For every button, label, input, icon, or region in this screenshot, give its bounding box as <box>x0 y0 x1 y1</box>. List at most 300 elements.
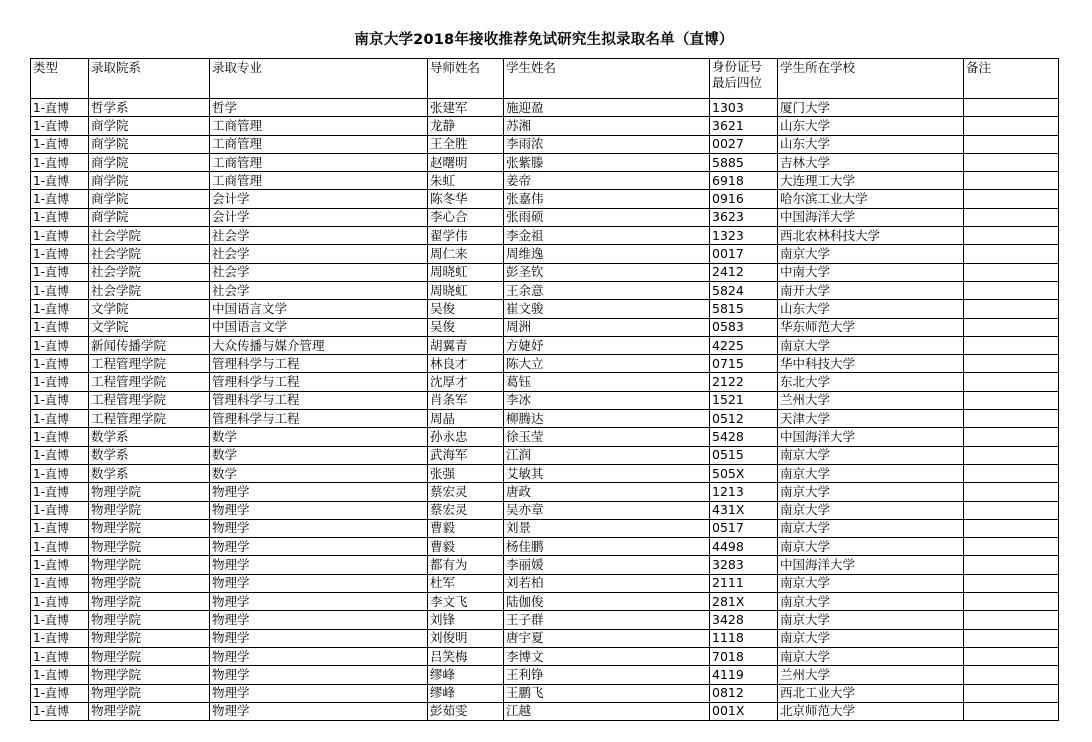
cell-type: 1-直博 <box>31 684 89 702</box>
cell-type: 1-直博 <box>31 611 89 629</box>
cell-id-last4: 2122 <box>710 373 778 391</box>
cell-advisor: 缪峰 <box>428 684 504 702</box>
cell-remark <box>964 666 1059 684</box>
cell-department: 商学院 <box>89 172 210 190</box>
cell-id-last4: 4498 <box>710 538 778 556</box>
cell-school: 南京大学 <box>778 501 964 519</box>
cell-student: 李冰 <box>504 391 710 409</box>
cell-school: 中国海洋大学 <box>778 556 964 574</box>
table-row <box>31 355 1059 373</box>
table-row <box>31 263 1059 281</box>
header-department: 录取院系 <box>89 59 210 99</box>
cell-school: 华东师范大学 <box>778 318 964 336</box>
table-row <box>31 629 1059 647</box>
cell-advisor: 张建军 <box>428 99 504 117</box>
cell-major: 工商管理 <box>210 117 428 135</box>
cell-remark <box>964 208 1059 226</box>
table-row <box>31 593 1059 611</box>
cell-type: 1-直博 <box>31 647 89 665</box>
cell-department: 社会学院 <box>89 227 210 245</box>
cell-department: 物理学院 <box>89 702 210 720</box>
cell-advisor: 周仁来 <box>428 245 504 263</box>
cell-id-last4: 3623 <box>710 208 778 226</box>
cell-remark <box>964 227 1059 245</box>
cell-student: 陆伽俊 <box>504 593 710 611</box>
cell-remark <box>964 281 1059 299</box>
cell-id-last4: 7018 <box>710 647 778 665</box>
cell-advisor: 武海军 <box>428 446 504 464</box>
cell-student: 张嘉伟 <box>504 190 710 208</box>
cell-remark <box>964 391 1059 409</box>
cell-id-last4: 2111 <box>710 574 778 592</box>
cell-remark <box>964 574 1059 592</box>
cell-department: 物理学院 <box>89 593 210 611</box>
cell-type: 1-直博 <box>31 99 89 117</box>
cell-school: 南京大学 <box>778 538 964 556</box>
cell-school: 南京大学 <box>778 593 964 611</box>
cell-remark <box>964 464 1059 482</box>
cell-student: 柳腾达 <box>504 410 710 428</box>
cell-department: 物理学院 <box>89 684 210 702</box>
cell-student: 李雨浓 <box>504 135 710 153</box>
cell-major: 物理学 <box>210 556 428 574</box>
cell-remark <box>964 501 1059 519</box>
table-row <box>31 336 1059 354</box>
cell-student: 周维逸 <box>504 245 710 263</box>
table-row <box>31 135 1059 153</box>
cell-advisor: 彭茹雯 <box>428 702 504 720</box>
cell-major: 工商管理 <box>210 135 428 153</box>
cell-type: 1-直博 <box>31 172 89 190</box>
cell-id-last4: 1521 <box>710 391 778 409</box>
cell-student: 江润 <box>504 446 710 464</box>
cell-remark <box>964 135 1059 153</box>
cell-school: 厦门大学 <box>778 99 964 117</box>
cell-major: 物理学 <box>210 702 428 720</box>
cell-department: 物理学院 <box>89 501 210 519</box>
table-row <box>31 519 1059 537</box>
cell-school: 华中科技大学 <box>778 355 964 373</box>
cell-type: 1-直博 <box>31 281 89 299</box>
cell-advisor: 李心合 <box>428 208 504 226</box>
cell-school: 西北工业大学 <box>778 684 964 702</box>
cell-remark <box>964 99 1059 117</box>
cell-department: 商学院 <box>89 208 210 226</box>
cell-type: 1-直博 <box>31 464 89 482</box>
cell-advisor: 翟学伟 <box>428 227 504 245</box>
cell-type: 1-直博 <box>31 318 89 336</box>
cell-remark <box>964 318 1059 336</box>
table-row <box>31 117 1059 135</box>
cell-type: 1-直博 <box>31 666 89 684</box>
cell-major: 物理学 <box>210 501 428 519</box>
cell-advisor: 王全胜 <box>428 135 504 153</box>
cell-id-last4: 0916 <box>710 190 778 208</box>
cell-advisor: 周晓虹 <box>428 281 504 299</box>
cell-id-last4: 431X <box>710 501 778 519</box>
cell-major: 物理学 <box>210 666 428 684</box>
cell-advisor: 吕笑梅 <box>428 647 504 665</box>
cell-remark <box>964 611 1059 629</box>
cell-remark <box>964 556 1059 574</box>
cell-department: 物理学院 <box>89 611 210 629</box>
cell-school: 南京大学 <box>778 483 964 501</box>
table-row <box>31 208 1059 226</box>
cell-type: 1-直博 <box>31 446 89 464</box>
header-type: 类型 <box>31 59 89 99</box>
table-row <box>31 190 1059 208</box>
cell-major: 哲学 <box>210 99 428 117</box>
cell-type: 1-直博 <box>31 300 89 318</box>
cell-id-last4: 1213 <box>710 483 778 501</box>
table-row <box>31 245 1059 263</box>
cell-student: 彭圣钦 <box>504 263 710 281</box>
cell-student: 王鹏飞 <box>504 684 710 702</box>
cell-school: 山东大学 <box>778 135 964 153</box>
cell-major: 数学 <box>210 464 428 482</box>
cell-student: 吴亦章 <box>504 501 710 519</box>
cell-advisor: 周晓虹 <box>428 263 504 281</box>
header-remark: 备注 <box>964 59 1059 99</box>
cell-remark <box>964 702 1059 720</box>
cell-advisor: 沈厚才 <box>428 373 504 391</box>
cell-remark <box>964 172 1059 190</box>
cell-advisor: 蔡宏灵 <box>428 501 504 519</box>
cell-department: 物理学院 <box>89 647 210 665</box>
cell-advisor: 都有为 <box>428 556 504 574</box>
cell-major: 社会学 <box>210 245 428 263</box>
cell-school: 南京大学 <box>778 446 964 464</box>
cell-id-last4: 4119 <box>710 666 778 684</box>
header-major: 录取专业 <box>210 59 428 99</box>
cell-type: 1-直博 <box>31 391 89 409</box>
cell-type: 1-直博 <box>31 190 89 208</box>
cell-id-last4: 0512 <box>710 410 778 428</box>
cell-id-last4: 2412 <box>710 263 778 281</box>
cell-school: 东北大学 <box>778 373 964 391</box>
header-advisor: 导师姓名 <box>428 59 504 99</box>
cell-advisor: 刘锋 <box>428 611 504 629</box>
table-row <box>31 556 1059 574</box>
cell-department: 物理学院 <box>89 538 210 556</box>
cell-school: 南京大学 <box>778 629 964 647</box>
cell-remark <box>964 373 1059 391</box>
cell-major: 物理学 <box>210 647 428 665</box>
cell-department: 新闻传播学院 <box>89 336 210 354</box>
cell-student: 姜帝 <box>504 172 710 190</box>
cell-remark <box>964 483 1059 501</box>
cell-remark <box>964 428 1059 446</box>
cell-department: 数学系 <box>89 446 210 464</box>
cell-remark <box>964 190 1059 208</box>
cell-school: 南京大学 <box>778 245 964 263</box>
cell-student: 刘若柏 <box>504 574 710 592</box>
cell-school: 南京大学 <box>778 574 964 592</box>
cell-advisor: 曹毅 <box>428 519 504 537</box>
cell-id-last4: 6918 <box>710 172 778 190</box>
cell-school: 兰州大学 <box>778 666 964 684</box>
cell-school: 西北农林科技大学 <box>778 227 964 245</box>
cell-type: 1-直博 <box>31 538 89 556</box>
cell-department: 社会学院 <box>89 245 210 263</box>
cell-student: 周洲 <box>504 318 710 336</box>
table-row <box>31 153 1059 171</box>
cell-advisor: 张强 <box>428 464 504 482</box>
cell-major: 管理科学与工程 <box>210 355 428 373</box>
cell-department: 物理学院 <box>89 574 210 592</box>
cell-department: 哲学系 <box>89 99 210 117</box>
cell-remark <box>964 593 1059 611</box>
cell-remark <box>964 263 1059 281</box>
cell-school: 北京师范大学 <box>778 702 964 720</box>
cell-student: 杨佳鹏 <box>504 538 710 556</box>
cell-id-last4: 0812 <box>710 684 778 702</box>
cell-student: 施迎盈 <box>504 99 710 117</box>
cell-advisor: 朱虹 <box>428 172 504 190</box>
cell-department: 数学系 <box>89 428 210 446</box>
cell-type: 1-直博 <box>31 117 89 135</box>
cell-advisor: 肖条军 <box>428 391 504 409</box>
cell-major: 管理科学与工程 <box>210 410 428 428</box>
cell-department: 商学院 <box>89 135 210 153</box>
cell-department: 工程管理学院 <box>89 373 210 391</box>
cell-major: 物理学 <box>210 611 428 629</box>
cell-remark <box>964 355 1059 373</box>
cell-id-last4: 0517 <box>710 519 778 537</box>
cell-advisor: 赵曙明 <box>428 153 504 171</box>
cell-id-last4: 0515 <box>710 446 778 464</box>
cell-id-last4: 5824 <box>710 281 778 299</box>
admission-table <box>30 58 1059 721</box>
cell-advisor: 胡翼青 <box>428 336 504 354</box>
cell-student: 崔文骏 <box>504 300 710 318</box>
cell-id-last4: 0027 <box>710 135 778 153</box>
cell-student: 江越 <box>504 702 710 720</box>
cell-major: 工商管理 <box>210 153 428 171</box>
cell-advisor: 刘俊明 <box>428 629 504 647</box>
cell-student: 苏湘 <box>504 117 710 135</box>
cell-id-last4: 3428 <box>710 611 778 629</box>
cell-remark <box>964 629 1059 647</box>
table-row <box>31 99 1059 117</box>
cell-major: 物理学 <box>210 593 428 611</box>
table-row <box>31 281 1059 299</box>
header-student: 学生姓名 <box>504 59 710 99</box>
table-row <box>31 647 1059 665</box>
cell-major: 管理科学与工程 <box>210 391 428 409</box>
cell-school: 哈尔滨工业大学 <box>778 190 964 208</box>
cell-type: 1-直博 <box>31 556 89 574</box>
cell-department: 物理学院 <box>89 483 210 501</box>
cell-id-last4: 505X <box>710 464 778 482</box>
cell-type: 1-直博 <box>31 629 89 647</box>
table-row <box>31 391 1059 409</box>
cell-advisor: 缪峰 <box>428 666 504 684</box>
cell-department: 商学院 <box>89 117 210 135</box>
table-row <box>31 611 1059 629</box>
cell-remark <box>964 300 1059 318</box>
cell-remark <box>964 245 1059 263</box>
cell-type: 1-直博 <box>31 574 89 592</box>
cell-advisor: 龙静 <box>428 117 504 135</box>
cell-school: 中国海洋大学 <box>778 428 964 446</box>
cell-student: 陈大立 <box>504 355 710 373</box>
cell-major: 社会学 <box>210 227 428 245</box>
cell-major: 中国语言文学 <box>210 318 428 336</box>
cell-advisor: 周晶 <box>428 410 504 428</box>
cell-remark <box>964 647 1059 665</box>
cell-student: 张紫滕 <box>504 153 710 171</box>
cell-remark <box>964 446 1059 464</box>
table-body <box>31 99 1059 721</box>
cell-student: 李金祖 <box>504 227 710 245</box>
header-school: 学生所在学校 <box>778 59 964 99</box>
cell-student: 唐宇夏 <box>504 629 710 647</box>
cell-school: 南京大学 <box>778 611 964 629</box>
cell-advisor: 吴俊 <box>428 318 504 336</box>
cell-student: 方婕妤 <box>504 336 710 354</box>
cell-advisor: 林良才 <box>428 355 504 373</box>
cell-department: 社会学院 <box>89 281 210 299</box>
cell-student: 王子群 <box>504 611 710 629</box>
cell-school: 南京大学 <box>778 519 964 537</box>
cell-major: 社会学 <box>210 281 428 299</box>
cell-id-last4: 281X <box>710 593 778 611</box>
cell-remark <box>964 519 1059 537</box>
cell-advisor: 孙永忠 <box>428 428 504 446</box>
cell-department: 工程管理学院 <box>89 391 210 409</box>
cell-id-last4: 0583 <box>710 318 778 336</box>
cell-id-last4: 5885 <box>710 153 778 171</box>
cell-id-last4: 0017 <box>710 245 778 263</box>
cell-school: 中南大学 <box>778 263 964 281</box>
cell-type: 1-直博 <box>31 483 89 501</box>
table-row <box>31 702 1059 720</box>
cell-major: 会计学 <box>210 208 428 226</box>
cell-school: 南京大学 <box>778 336 964 354</box>
cell-student: 唐政 <box>504 483 710 501</box>
cell-type: 1-直博 <box>31 135 89 153</box>
cell-student: 葛钰 <box>504 373 710 391</box>
cell-major: 大众传播与媒介管理 <box>210 336 428 354</box>
cell-school: 山东大学 <box>778 117 964 135</box>
cell-id-last4: 5815 <box>710 300 778 318</box>
table-header-row <box>31 59 1059 99</box>
cell-student: 王利铮 <box>504 666 710 684</box>
table-row <box>31 373 1059 391</box>
cell-type: 1-直博 <box>31 501 89 519</box>
table-row <box>31 538 1059 556</box>
header-id-line2: 最后四位 <box>712 75 763 90</box>
cell-school: 天津大学 <box>778 410 964 428</box>
cell-type: 1-直博 <box>31 208 89 226</box>
cell-id-last4: 0715 <box>710 355 778 373</box>
cell-student: 李丽媛 <box>504 556 710 574</box>
table-row <box>31 684 1059 702</box>
table-row <box>31 464 1059 482</box>
cell-remark <box>964 336 1059 354</box>
cell-advisor: 曹毅 <box>428 538 504 556</box>
cell-id-last4: 1118 <box>710 629 778 647</box>
cell-id-last4: 1303 <box>710 99 778 117</box>
cell-type: 1-直博 <box>31 702 89 720</box>
cell-type: 1-直博 <box>31 336 89 354</box>
table-row <box>31 666 1059 684</box>
table-row <box>31 574 1059 592</box>
cell-id-last4: 4225 <box>710 336 778 354</box>
cell-id-last4: 1323 <box>710 227 778 245</box>
cell-remark <box>964 410 1059 428</box>
cell-advisor: 蔡宏灵 <box>428 483 504 501</box>
page-title: 南京大学2018年接收推荐免试研究生拟录取名单（直博） <box>354 32 734 48</box>
cell-type: 1-直博 <box>31 410 89 428</box>
cell-id-last4: 3621 <box>710 117 778 135</box>
table-row <box>31 318 1059 336</box>
cell-major: 会计学 <box>210 190 428 208</box>
cell-school: 大连理工大学 <box>778 172 964 190</box>
cell-student: 徐玉莹 <box>504 428 710 446</box>
cell-major: 数学 <box>210 428 428 446</box>
cell-id-last4: 3283 <box>710 556 778 574</box>
cell-advisor: 吴俊 <box>428 300 504 318</box>
cell-school: 南京大学 <box>778 647 964 665</box>
cell-department: 商学院 <box>89 153 210 171</box>
cell-remark <box>964 117 1059 135</box>
cell-student: 张雨硕 <box>504 208 710 226</box>
cell-id-last4: 001X <box>710 702 778 720</box>
cell-remark <box>964 538 1059 556</box>
cell-school: 南京大学 <box>778 464 964 482</box>
cell-department: 社会学院 <box>89 263 210 281</box>
table-row <box>31 483 1059 501</box>
cell-major: 中国语言文学 <box>210 300 428 318</box>
table-row <box>31 300 1059 318</box>
cell-major: 管理科学与工程 <box>210 373 428 391</box>
cell-type: 1-直博 <box>31 245 89 263</box>
table-row <box>31 501 1059 519</box>
cell-department: 文学院 <box>89 318 210 336</box>
cell-department: 工程管理学院 <box>89 355 210 373</box>
cell-school: 南开大学 <box>778 281 964 299</box>
cell-school: 兰州大学 <box>778 391 964 409</box>
cell-major: 物理学 <box>210 684 428 702</box>
table-row <box>31 428 1059 446</box>
cell-advisor: 陈冬华 <box>428 190 504 208</box>
cell-type: 1-直博 <box>31 227 89 245</box>
cell-remark <box>964 153 1059 171</box>
cell-type: 1-直博 <box>31 593 89 611</box>
cell-student: 王余意 <box>504 281 710 299</box>
cell-major: 物理学 <box>210 629 428 647</box>
cell-major: 工商管理 <box>210 172 428 190</box>
cell-department: 物理学院 <box>89 519 210 537</box>
cell-major: 物理学 <box>210 483 428 501</box>
cell-student: 刘景 <box>504 519 710 537</box>
cell-department: 物理学院 <box>89 629 210 647</box>
cell-student: 艾敏其 <box>504 464 710 482</box>
header-id-line1: 身份证号 <box>712 59 763 74</box>
cell-type: 1-直博 <box>31 153 89 171</box>
cell-type: 1-直博 <box>31 428 89 446</box>
cell-school: 山东大学 <box>778 300 964 318</box>
cell-remark <box>964 684 1059 702</box>
cell-type: 1-直博 <box>31 263 89 281</box>
cell-id-last4: 5428 <box>710 428 778 446</box>
cell-school: 中国海洋大学 <box>778 208 964 226</box>
cell-department: 文学院 <box>89 300 210 318</box>
cell-type: 1-直博 <box>31 373 89 391</box>
cell-major: 物理学 <box>210 538 428 556</box>
